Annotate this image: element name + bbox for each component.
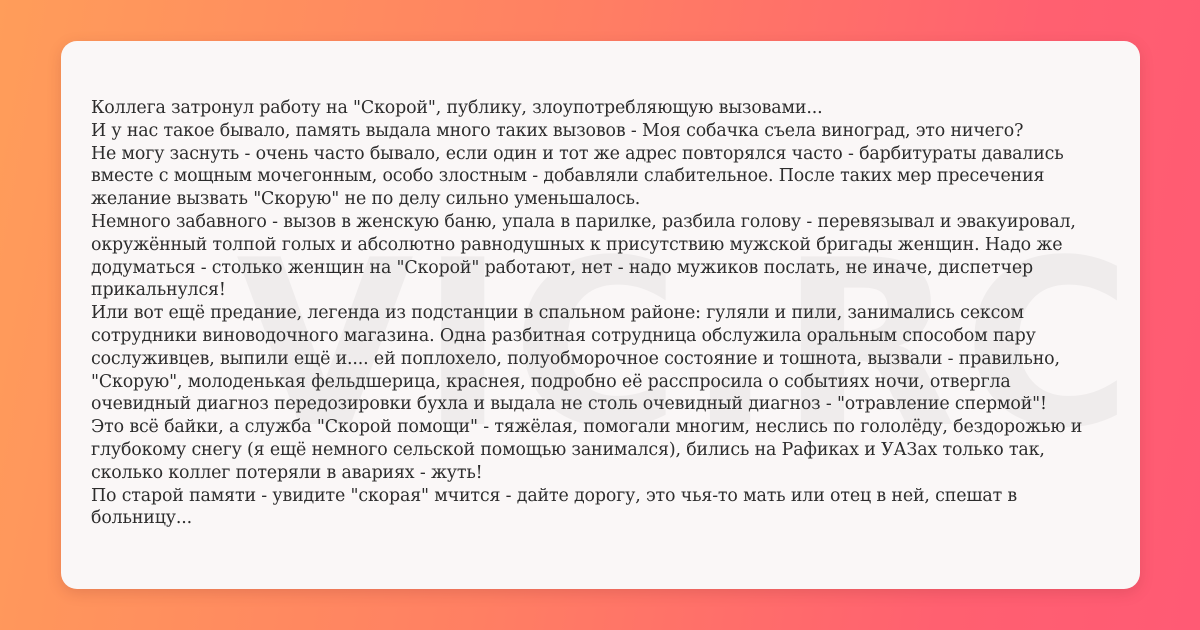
story-line: По старой памяти - увидите "скорая" мчится - дайте дорогу, это чья-то мать или отец в ней, спешат в bbox=[91, 485, 1018, 506]
story-line: сослуживцев, выпили ещё и.... ей поплохело, полуобморочное состояние и тошнота, вызвали - правильно, bbox=[91, 348, 1060, 369]
story-line: И у нас такое бывало, память выдала много таких вызовов - Моя собачка съела виноград, это ничего? bbox=[91, 120, 1024, 141]
story-line: сотрудники виноводочного магазина. Одна разбитная сотрудница обслужила оральным способом пару bbox=[91, 325, 1036, 346]
story-line: сколько коллег потеряли в авариях - жуть! bbox=[91, 462, 483, 483]
story-line: желание вызвать "Скорую" не по делу сильно уменьшалось. bbox=[91, 189, 641, 210]
story-line: "Скорую", молоденькая фельдшерица, краснея, подробно её расспросила о событиях ночи, отвергла bbox=[91, 371, 1011, 392]
story-text bbox=[91, 97, 1121, 530]
story-line: больницу... bbox=[91, 508, 192, 529]
story-card bbox=[61, 41, 1140, 589]
story-line: окружённый толпой голых и абсолютно равнодушных к присутствию мужской бригады женщин. Надо же bbox=[91, 234, 1063, 255]
story-line: Или вот ещё предание, легенда из подстанции в спальном районе: гуляли и пили, занимались сексом bbox=[91, 303, 1024, 324]
story-line: додуматься - столько женщин на "Скорой" работают, нет - надо мужиков послать, не иначе, диспетчер bbox=[91, 257, 1034, 278]
story-line: Это всё байки, а служба "Скорой помощи" - тяжёлая, помогали многим, неслись по гололёду, бездорожью и bbox=[91, 417, 1083, 438]
story-line: прикальнулся! bbox=[91, 280, 226, 301]
story-line: очевидный диагноз передозировки бухла и выдала не столь очевидный диагноз - "отравление спермой"! bbox=[91, 394, 1047, 415]
story-line: Немного забавного - вызов в женскую баню, упала в парилке, разбила голову - перевязывал и эвакуировал, bbox=[91, 211, 1076, 232]
story-line: вместе с мощным мочегонным, особо злостным - добавляли слабительное. После таких мер пресечения bbox=[91, 166, 1045, 187]
story-line: Коллега затронул работу на "Скорой", публику, злоупотребляющую вызовами... bbox=[91, 98, 823, 118]
story-line: глубокому снегу (я ещё немного сельской помощью занимался), бились на Рафиках и УАЗах только так, bbox=[91, 439, 1045, 460]
story-line: Не могу заснуть - очень часто бывало, если один и тот же адрес повторялся часто - барбитураты давались bbox=[91, 143, 1064, 164]
